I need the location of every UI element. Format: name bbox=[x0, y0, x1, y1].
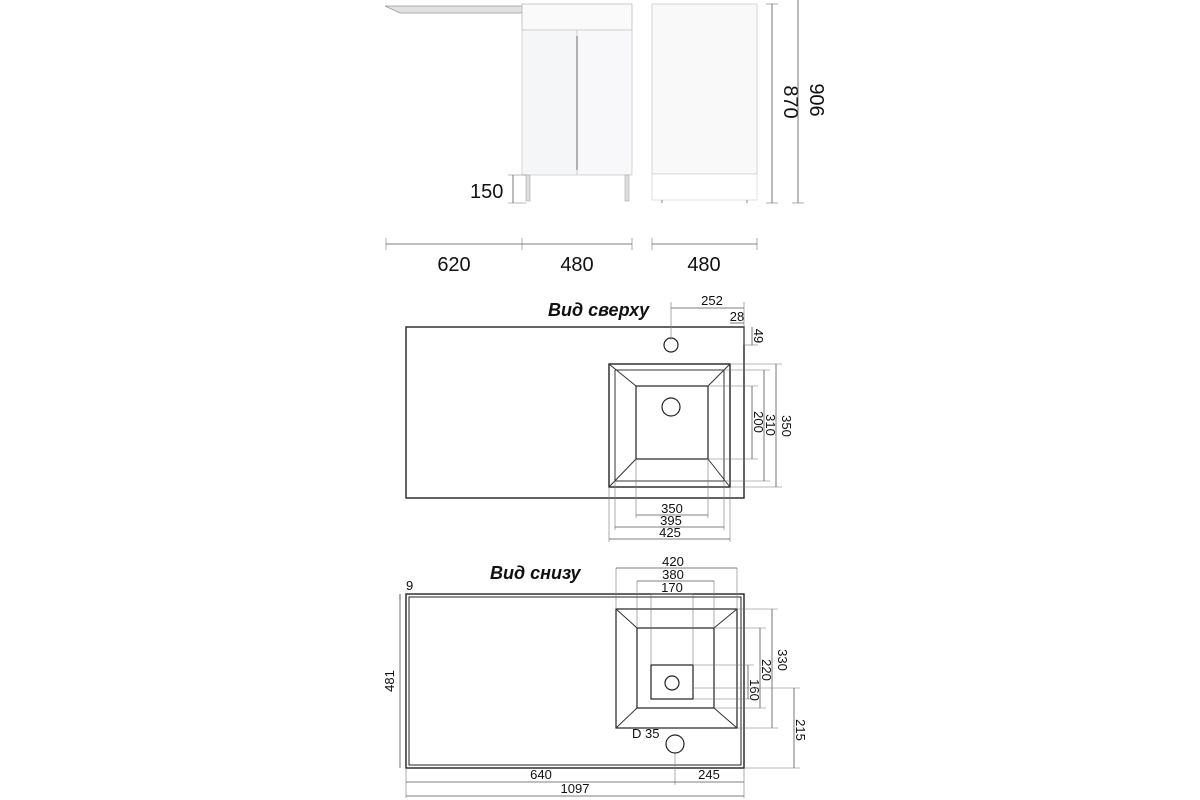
h220-label: 220 bbox=[759, 659, 774, 681]
bowl-outer-h-label: 350 bbox=[779, 415, 794, 437]
faucet-x-label: 252 bbox=[701, 293, 723, 308]
cabinet-drawer bbox=[522, 4, 632, 30]
bottom-view bbox=[382, 554, 808, 798]
bowl-outer-w-label: 425 bbox=[659, 525, 681, 540]
countertop bbox=[385, 6, 522, 13]
bowl-mid-w-label: 395 bbox=[660, 513, 682, 528]
w170-label: 170 bbox=[661, 580, 683, 595]
bowl-inner-h-label: 200 bbox=[751, 411, 766, 433]
top-view bbox=[406, 293, 794, 542]
faucet-y-label: 49 bbox=[751, 328, 766, 344]
right-offset-label: 245 bbox=[698, 767, 720, 782]
side-depth-label: 480 bbox=[687, 254, 721, 276]
side-view bbox=[652, 0, 827, 203]
bottom-view-title: Вид снизу bbox=[490, 563, 581, 583]
leg-height-label: 150 bbox=[470, 181, 504, 203]
drain-hole bbox=[662, 398, 680, 416]
cabinet-width-label: 480 bbox=[560, 254, 594, 276]
cabinet-leg bbox=[625, 175, 629, 201]
overflow-hole bbox=[666, 735, 684, 753]
top-view-title: Вид сверху bbox=[548, 300, 650, 320]
cabinet-door-left bbox=[522, 30, 577, 175]
cabinet-door-right bbox=[577, 30, 632, 175]
width-dimensions bbox=[386, 238, 757, 276]
h330-label: 330 bbox=[775, 649, 790, 671]
countertop-width-label: 620 bbox=[437, 254, 471, 276]
total-height-label: 906 bbox=[805, 83, 827, 117]
faucet-hole bbox=[664, 338, 678, 352]
front-view bbox=[385, 4, 632, 203]
depth-label: 481 bbox=[382, 670, 397, 692]
cabinet-side bbox=[652, 4, 757, 174]
edge-label: 9 bbox=[406, 578, 414, 593]
body-height-label: 870 bbox=[779, 85, 801, 119]
drain-diameter-label: D 35 bbox=[632, 726, 660, 741]
w380-label: 380 bbox=[662, 567, 684, 582]
cabinet-leg bbox=[526, 175, 530, 201]
left-offset-label: 640 bbox=[530, 767, 552, 782]
faucet-edge-label: 28 bbox=[729, 309, 745, 324]
h215-label: 215 bbox=[793, 719, 808, 741]
drain-hole-bottom bbox=[665, 676, 679, 690]
bowl-mid-h-label: 310 bbox=[763, 414, 778, 436]
h160-label: 160 bbox=[747, 679, 762, 701]
bowl-inner-w-label: 350 bbox=[661, 501, 683, 516]
w420-label: 420 bbox=[662, 554, 684, 569]
total-width-label: 1097 bbox=[560, 781, 590, 796]
